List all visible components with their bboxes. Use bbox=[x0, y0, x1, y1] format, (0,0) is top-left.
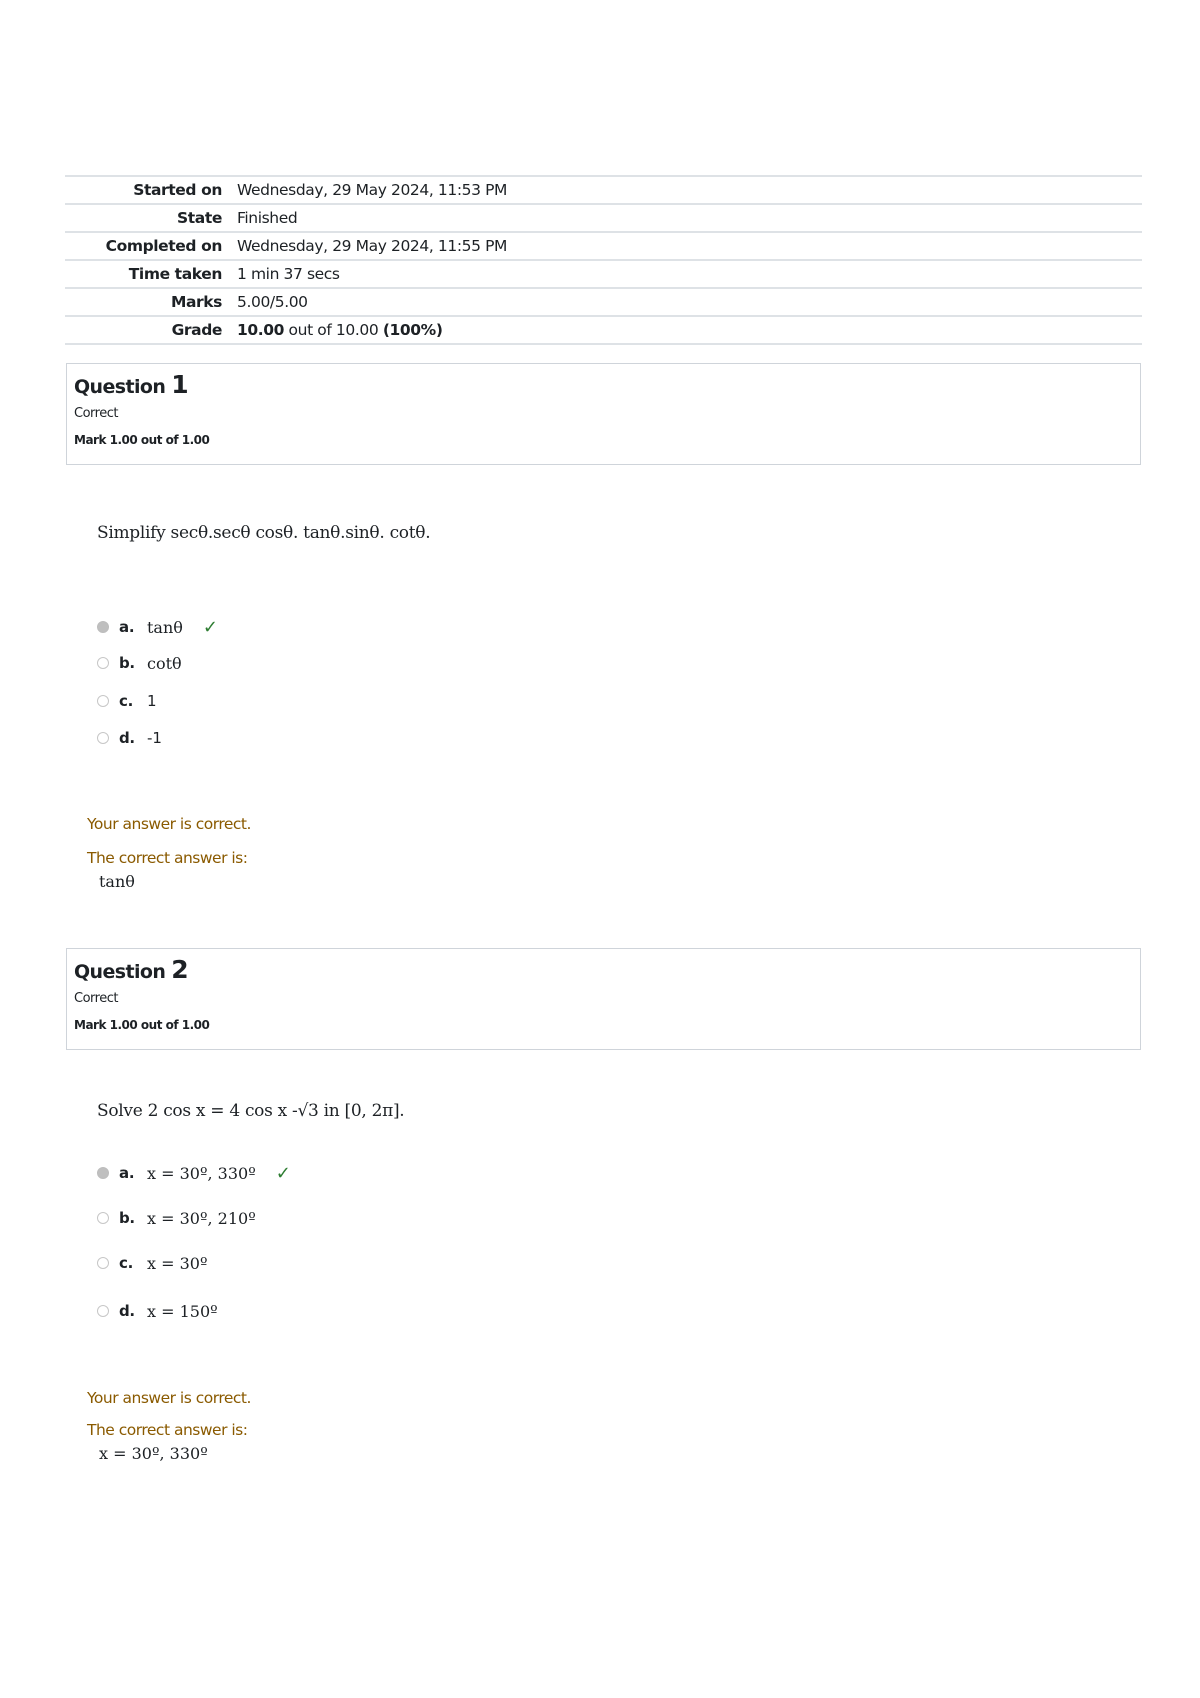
option-letter: a. bbox=[119, 618, 135, 636]
option-letter: b. bbox=[119, 1209, 135, 1227]
summary-label: Time taken bbox=[128, 265, 222, 283]
summary-value: 5.00/5.00 bbox=[237, 293, 308, 311]
option-text: x = 30º, 210º bbox=[147, 1208, 256, 1228]
option-letter: a. bbox=[119, 1164, 135, 1182]
option-text: x = 30º, 330º bbox=[147, 1163, 256, 1183]
attempt-summary-table bbox=[65, 175, 1142, 345]
feedback-correct: Your answer is correct. bbox=[87, 815, 251, 833]
option-letter: b. bbox=[119, 654, 135, 672]
summary-value: Finished bbox=[237, 209, 298, 227]
radio-button[interactable] bbox=[97, 1212, 109, 1224]
summary-value: Wednesday, 29 May 2024, 11:55 PM bbox=[237, 237, 508, 255]
summary-row bbox=[65, 204, 1142, 232]
answer-option-c[interactable] bbox=[97, 690, 157, 712]
question-2-info bbox=[66, 948, 1141, 1050]
question-2-text: Solve 2 cos x = 4 cos x -√3 in [0, 2π]. bbox=[97, 1101, 405, 1121]
correct-answer-value: tanθ bbox=[99, 872, 135, 891]
question-mark: Mark 1.00 out of 1.00 bbox=[74, 1018, 210, 1032]
question-number bbox=[74, 957, 1133, 985]
question-number-value: 2 bbox=[171, 955, 189, 984]
correct-answer-label: The correct answer is: bbox=[87, 1421, 248, 1439]
feedback-correct: Your answer is correct. bbox=[87, 1389, 251, 1407]
question-word: Question bbox=[74, 961, 172, 983]
answer-option-a[interactable] bbox=[97, 1162, 291, 1184]
question-word: Question bbox=[74, 376, 172, 398]
radio-button[interactable] bbox=[97, 1167, 109, 1179]
question-mark: Mark 1.00 out of 1.00 bbox=[74, 433, 210, 447]
correct-answer-label: The correct answer is: bbox=[87, 849, 248, 867]
option-text: x = 30º bbox=[147, 1253, 208, 1273]
summary-row bbox=[65, 232, 1142, 260]
summary-value: Wednesday, 29 May 2024, 11:53 PM bbox=[237, 181, 508, 199]
question-1-info bbox=[66, 363, 1141, 465]
answer-option-d[interactable] bbox=[97, 727, 162, 749]
summary-row bbox=[65, 176, 1142, 204]
grade-label: Grade bbox=[171, 321, 222, 339]
grade-out-of: out of 10.00 bbox=[284, 321, 383, 339]
radio-button[interactable] bbox=[97, 1257, 109, 1269]
summary-label: Completed on bbox=[105, 237, 222, 255]
option-letter: d. bbox=[119, 729, 135, 747]
option-letter: d. bbox=[119, 1302, 135, 1320]
radio-button[interactable] bbox=[97, 732, 109, 744]
radio-button[interactable] bbox=[97, 621, 109, 633]
check-icon: ✓ bbox=[275, 1162, 291, 1184]
question-number-value: 1 bbox=[171, 370, 189, 399]
correct-answer-value: x = 30º, 330º bbox=[99, 1444, 208, 1463]
answer-option-d[interactable] bbox=[97, 1300, 218, 1322]
grade-value-cell bbox=[237, 316, 1142, 344]
answer-option-a[interactable] bbox=[97, 616, 218, 638]
check-icon: ✓ bbox=[202, 616, 218, 638]
grade-percent: (100%) bbox=[382, 321, 443, 339]
option-letter: c. bbox=[119, 692, 133, 710]
option-text: cotθ bbox=[147, 653, 182, 673]
summary-label: State bbox=[177, 209, 222, 227]
grade-value: 10.00 bbox=[237, 321, 285, 339]
question-state: Correct bbox=[74, 406, 118, 421]
summary-value: 1 min 37 secs bbox=[237, 265, 340, 283]
question-state: Correct bbox=[74, 991, 118, 1006]
option-text: tanθ bbox=[147, 617, 183, 637]
radio-button[interactable] bbox=[97, 1305, 109, 1317]
answer-option-b[interactable] bbox=[97, 1207, 256, 1229]
summary-row bbox=[65, 260, 1142, 288]
answer-option-b[interactable] bbox=[97, 652, 182, 674]
summary-label: Started on bbox=[133, 181, 222, 199]
option-text: -1 bbox=[147, 729, 162, 747]
answer-option-c[interactable] bbox=[97, 1252, 207, 1274]
option-letter: c. bbox=[119, 1254, 133, 1272]
question-number bbox=[74, 372, 1133, 400]
question-1-text: Simplify secθ.secθ cosθ. tanθ.sinθ. cotθ. bbox=[97, 523, 431, 543]
summary-row-grade bbox=[65, 316, 1142, 344]
radio-button[interactable] bbox=[97, 657, 109, 669]
summary-label: Marks bbox=[170, 293, 222, 311]
option-text: 1 bbox=[147, 692, 157, 710]
radio-button[interactable] bbox=[97, 695, 109, 707]
summary-row bbox=[65, 288, 1142, 316]
option-text: x = 150º bbox=[147, 1301, 218, 1321]
